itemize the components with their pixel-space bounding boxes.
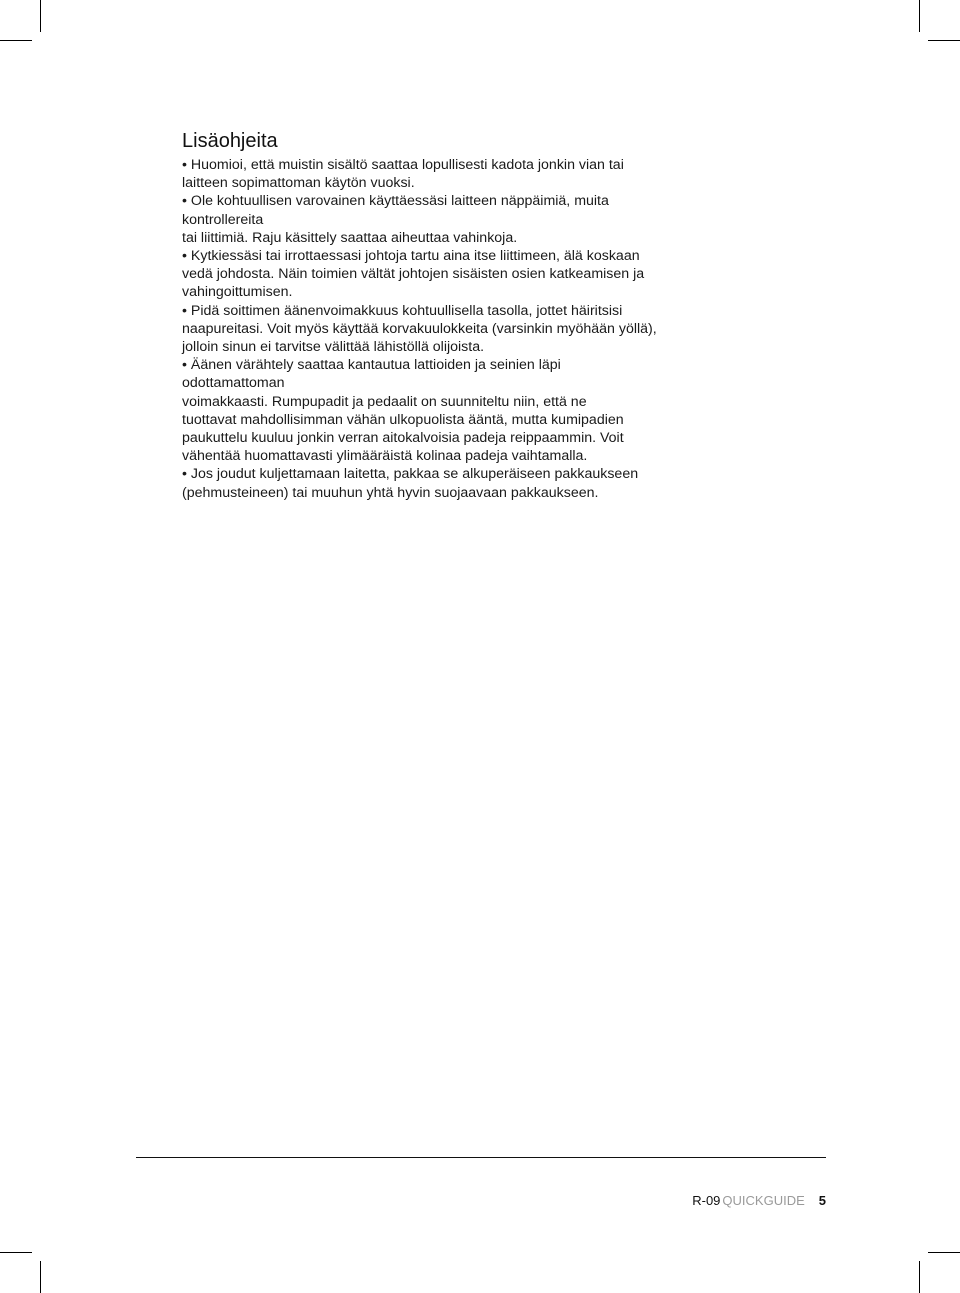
body-line: naapureitasi. Voit myös käyttää korvakuulokkeita (varsinkin myöhään yöllä),: [182, 320, 657, 337]
body-line: • Jos joudut kuljettamaan laitetta, pakkaa se alkuperäiseen pakkaukseen: [182, 466, 639, 483]
body-line: • Ole kohtuullisen varovainen käyttäessäsi laitteen näppäimiä, muita: [182, 193, 609, 210]
body-line: laitteen sopimattoman käytön vuoksi.: [182, 175, 415, 192]
body-line: odottamattoman: [182, 375, 285, 392]
crop-mark: [928, 1252, 960, 1253]
instructions-body: [182, 156, 742, 502]
body-line: • Kytkiessäsi tai irrottaessasi johtoja tartu aina itse liittimeen, älä koskaan: [182, 248, 640, 265]
page-footer: [692, 1193, 826, 1208]
instructions-section: [182, 128, 742, 502]
body-line: tuottavat mahdollisimman vähän ulkopuolista ääntä, mutta kumipadien: [182, 411, 624, 428]
crop-mark: [928, 40, 960, 41]
body-line: tai liittimiä. Raju käsittely saattaa aiheuttaa vahinkoja.: [182, 229, 518, 246]
crop-mark: [40, 0, 41, 32]
crop-mark: [0, 40, 32, 41]
body-line: vedä johdosta. Näin toimien vältät johtojen sisäisten osien katkeamisen ja: [182, 266, 645, 283]
body-line: • Huomioi, että muistin sisältö saattaa lopullisesti kadota jonkin vian tai: [182, 157, 624, 173]
body-line: (pehmusteineen) tai muuhun yhtä hyvin suojaavaan pakkaukseen.: [182, 484, 599, 501]
page-number: 5: [818, 1193, 826, 1208]
body-line: • Pidä soittimen äänenvoimakkuus kohtuullisella tasolla, jottet häiritsisi: [182, 302, 623, 319]
body-line: vahingoittumisen.: [182, 284, 293, 301]
footer-model: R-09: [692, 1193, 721, 1208]
body-line: jolloin sinun ei tarvitse välittää lähistöllä olijoista.: [182, 339, 485, 356]
crop-mark: [919, 1261, 920, 1293]
body-line: vähentää huomattavasti ylimääräistä kolinaa padeja vaihtamalla.: [182, 448, 588, 465]
crop-mark: [40, 1261, 41, 1293]
body-line: voimakkaasti. Rumpupadit ja pedaalit on suunniteltu niin, että ne: [182, 393, 587, 410]
footer-guide-title: QUICKGUIDE: [722, 1193, 805, 1208]
section-heading: Lisäohjeita: [182, 130, 278, 152]
crop-mark: [919, 0, 920, 32]
footer-divider: [136, 1157, 826, 1158]
crop-mark: [0, 1252, 32, 1253]
body-line: kontrollereita: [182, 211, 264, 228]
body-line: paukuttelu kuuluu jonkin verran aitokalvoisia padeja reippaammin. Voit: [182, 430, 624, 447]
body-line: • Äänen värähtely saattaa kantautua lattioiden ja seinien läpi: [182, 357, 561, 374]
